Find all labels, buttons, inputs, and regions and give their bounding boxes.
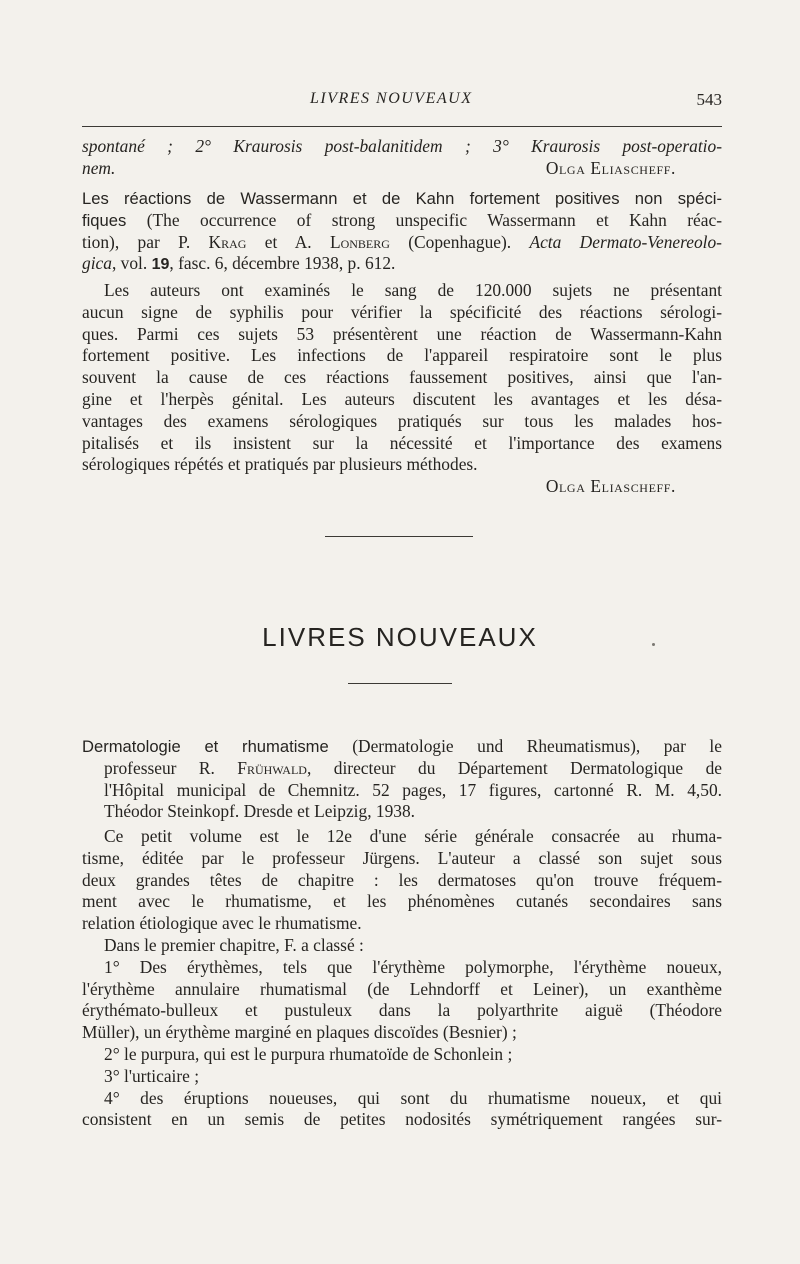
body-line: érythémato-bulleux et pustuleux dans la polyarthrite aiguë (Théodore [82, 1000, 722, 1021]
body-line: Ce petit volume est le 12e d'une série générale consacrée au rhuma- [104, 826, 722, 846]
body-line: fortement positive. Les infections de l'appareil respiratoire sont le plus [82, 345, 722, 366]
reference-line: Théodor Steinkopf. Dresde et Leipzig, 1938. [104, 801, 416, 822]
body-line: consistent en un semis de petites nodosités symétriquement rangées sur- [82, 1109, 722, 1130]
continuation-line: spontané ; 2° Kraurosis post-balanitidem ; 3° Kraurosis post-operatio- [82, 136, 722, 156]
article-1-body [82, 280, 722, 498]
page-number: 543 [696, 90, 722, 109]
journal-name: gica [82, 253, 112, 274]
reference-line [82, 736, 722, 758]
body-line: 1° Des érythèmes, tels que l'érythème polymorphe, l'érythème noueux, [104, 956, 722, 977]
volume-number: 19 [151, 256, 170, 274]
article-1 [82, 188, 722, 276]
body-line: deux grandes têtes de chapitre : les dermatoses qu'on trouve fréquem- [82, 869, 722, 890]
body-line: Müller), un érythème marginé en plaques discoïdes (Besnier) ; [82, 1022, 517, 1043]
body-line: 3° l'urticaire ; [104, 1065, 200, 1086]
reference-text: et A. [246, 231, 330, 252]
body-line: gine et l'herpès génital. Les auteurs discutent les avantages et les désa- [82, 388, 722, 409]
article-title-end: fiques [82, 210, 127, 230]
reference-text: professeur R. [104, 757, 238, 778]
body-line: relation étiologique avec le rhumatisme. [82, 913, 362, 934]
body-line: Dans le premier chapitre, F. a classé : [104, 934, 364, 955]
section-divider-top [325, 536, 473, 537]
article-title: Les réactions de Wassermann et de Kahn fortement positives non spéci- [82, 189, 722, 208]
reference-text: (The occurrence of strong unspecific Wassermann et Kahn réac- [126, 209, 722, 230]
reference-text: , fasc. 6, décembre 1938, p. 612. [169, 253, 396, 274]
running-header [82, 86, 722, 114]
continuation-line: nem. [82, 157, 116, 178]
body-line: l'érythème annulaire rhumatismal (de Lehndorff et Leiner), un exanthème [82, 978, 722, 999]
article-2-body [82, 826, 722, 1131]
reference-text: (Dermatologie und Rheumatismus), par le [328, 736, 722, 756]
reference-text: (Copenhague). [389, 231, 530, 252]
section-title: LIVRES NOUVEAUX [262, 622, 538, 652]
author-name: Krag [208, 231, 247, 252]
reference-text: , vol. [111, 253, 152, 274]
body-line: sérologiques répétés et pratiqués par plusieurs méthodes. [82, 454, 478, 475]
body-line: Les auteurs ont examinés le sang de 120.000 sujets ne présentant [104, 280, 722, 300]
body-line: aucun signe de syphilis pour vérifier la spécificité des réactions sérologi- [82, 301, 722, 322]
article-title: Dermatologie et rhumatisme [82, 737, 329, 756]
signature: Olga Eliascheff. [545, 157, 676, 178]
reference-text: tion), par P. [82, 231, 209, 252]
reference-line [82, 210, 722, 232]
body-line: ment avec le rhumatisme, et les phénomènes cutanés secondaires sans [82, 891, 722, 912]
body-line: ques. Parmi ces sujets 53 présentèrent une réaction de Wassermann-Kahn [82, 323, 722, 344]
reference-text: , directeur du Département Dermatologique de [306, 757, 722, 778]
body-line: souvent la cause de ces réactions faussement positives, ainsi que l'an- [82, 367, 722, 388]
body-line: 2° le purpura, qui est le purpura rhumatoïde de Schonlein ; [104, 1043, 513, 1064]
body-line: tisme, éditée par le professeur Jürgens. L'auteur a classé son sujet sous [82, 847, 722, 868]
body-line: pitalisés et ils insistent sur la nécessité et l'importance des examens [82, 432, 722, 453]
author-name: Frühwald [237, 757, 307, 778]
reference-line [82, 758, 722, 780]
print-speck [652, 643, 655, 646]
article-2 [82, 736, 722, 823]
reference-line: l'Hôpital municipal de Chemnitz. 52 pages, 17 figures, cartonné R. M. 4,50. [104, 779, 722, 800]
journal-name: Acta Dermato-Venereolo- [529, 231, 722, 252]
reference-line [82, 232, 722, 254]
reference-line [82, 253, 722, 276]
author-name: Lonberg [329, 231, 390, 252]
continuation-block [82, 136, 722, 180]
signature: Olga Eliascheff. [545, 476, 676, 497]
running-header-title: LIVRES NOUVEAUX [310, 90, 473, 107]
section-divider-bottom [348, 683, 452, 684]
body-line: vantages des examens sérologiques pratiqués sur tous les malades hos- [82, 410, 722, 431]
body-line: 4° des éruptions noueuses, qui sont du rhumatisme noueux, et qui [104, 1087, 722, 1108]
header-rule [82, 126, 722, 127]
